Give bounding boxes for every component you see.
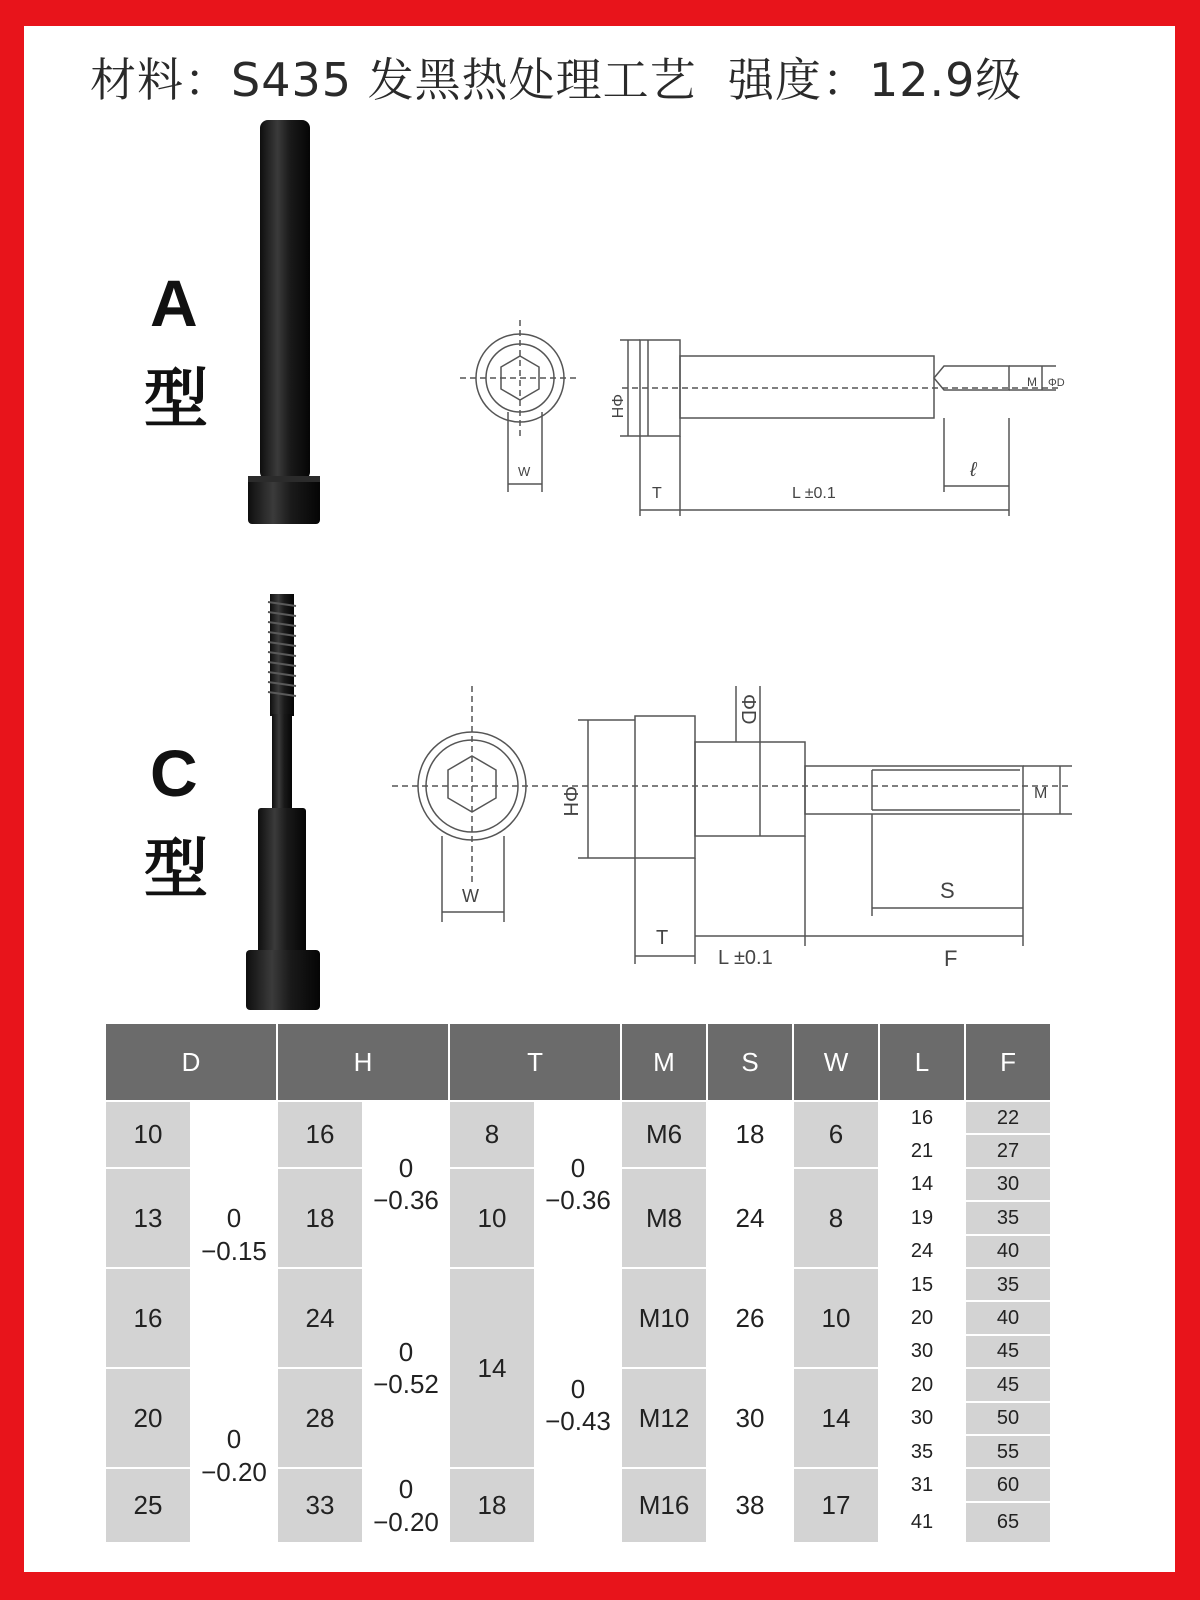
cell-f: 27 — [965, 1134, 1051, 1167]
a-t-label: T — [652, 485, 662, 502]
cell-f: 30 — [965, 1168, 1051, 1201]
a-l-label: L ±0.1 — [792, 485, 836, 502]
cell-d: 10 — [105, 1101, 191, 1168]
cell-m: M12 — [621, 1368, 707, 1468]
a-h-label: ΦH — [608, 394, 625, 419]
cell-f: 60 — [965, 1468, 1051, 1501]
type-a-bolt-photo — [234, 114, 344, 534]
document-sheet — [24, 26, 1175, 1572]
cell-f: 55 — [965, 1435, 1051, 1468]
cell-s: 26 — [707, 1268, 793, 1368]
type-c-letter: C — [150, 736, 198, 810]
type-c-technical-drawing — [392, 666, 1112, 966]
a-l-small-label: ℓ — [970, 459, 977, 481]
cell-s: 30 — [707, 1368, 793, 1468]
cell-t: 8 — [449, 1101, 535, 1168]
cell-t-tolerance: 0 −0.43 — [535, 1268, 621, 1543]
cell-l: 30 — [879, 1402, 965, 1435]
cell-f: 35 — [965, 1201, 1051, 1234]
cell-w: 8 — [793, 1168, 879, 1268]
c-d-label: ΦD — [737, 694, 759, 725]
c-l-label: L ±0.1 — [718, 947, 773, 966]
cell-h-tolerance: 0 −0.52 — [363, 1268, 449, 1468]
strength-heading: 强度：12.9级 — [728, 53, 1023, 107]
table-header-row — [105, 1023, 1051, 1101]
cell-l: 19 — [879, 1201, 965, 1234]
cell-d: 16 — [105, 1268, 191, 1368]
header-m: M — [621, 1023, 707, 1101]
type-c-suffix: 型 — [144, 833, 208, 907]
cell-h: 28 — [277, 1368, 363, 1468]
cell-w: 14 — [793, 1368, 879, 1468]
cell-s: 24 — [707, 1168, 793, 1268]
a-d-label: ΦD — [1048, 377, 1065, 389]
header-t: T — [449, 1023, 621, 1101]
cell-l: 31 — [879, 1468, 965, 1501]
cell-t: 18 — [449, 1468, 535, 1543]
c-h-label: ΦH — [559, 786, 581, 817]
cell-f: 35 — [965, 1268, 1051, 1301]
cell-t: 10 — [449, 1168, 535, 1268]
cell-s: 38 — [707, 1468, 793, 1543]
cell-f: 22 — [965, 1101, 1051, 1134]
header-h: H — [277, 1023, 449, 1101]
cell-t: 14 — [449, 1268, 535, 1468]
cell-w: 10 — [793, 1268, 879, 1368]
material-heading: 材料：S435 发黑热处理工艺 — [90, 53, 697, 107]
c-f-label: F — [944, 946, 958, 966]
cell-l: 35 — [879, 1435, 965, 1468]
cell-m: M16 — [621, 1468, 707, 1543]
a-m-label: M — [1027, 375, 1037, 389]
cell-l: 24 — [879, 1235, 965, 1268]
c-m-label: M — [1034, 785, 1048, 802]
header-d: D — [105, 1023, 277, 1101]
cell-m: M10 — [621, 1268, 707, 1368]
cell-l: 15 — [879, 1268, 965, 1301]
cell-f: 40 — [965, 1301, 1051, 1334]
cell-f: 40 — [965, 1235, 1051, 1268]
cell-f: 50 — [965, 1402, 1051, 1435]
cell-w: 17 — [793, 1468, 879, 1543]
dimension-table — [104, 1022, 1052, 1544]
c-w-label: W — [462, 886, 479, 906]
cell-m: M8 — [621, 1168, 707, 1268]
cell-w: 6 — [793, 1101, 879, 1168]
cell-m: M6 — [621, 1101, 707, 1168]
header-f: F — [965, 1023, 1051, 1101]
header-s: S — [707, 1023, 793, 1101]
cell-d-tolerance: 0 −0.20 — [191, 1368, 277, 1543]
cell-s: 18 — [707, 1101, 793, 1168]
type-a-suffix: 型 — [144, 363, 208, 437]
cell-l: 14 — [879, 1168, 965, 1201]
cell-h: 33 — [277, 1468, 363, 1543]
cell-f: 45 — [965, 1335, 1051, 1368]
cell-l: 21 — [879, 1134, 965, 1167]
cell-f: 65 — [965, 1502, 1051, 1543]
cell-d: 20 — [105, 1368, 191, 1468]
a-w-label: W — [518, 464, 531, 479]
cell-l: 30 — [879, 1335, 965, 1368]
cell-h-tolerance: 0 −0.20 — [363, 1468, 449, 1543]
cell-h: 18 — [277, 1168, 363, 1268]
type-c-bolt-photo — [234, 588, 344, 1018]
c-t-label: T — [656, 927, 669, 949]
cell-h: 24 — [277, 1268, 363, 1368]
cell-l: 20 — [879, 1368, 965, 1401]
type-a-letter: A — [150, 266, 198, 340]
c-s-label: S — [940, 878, 955, 903]
cell-l: 41 — [879, 1502, 965, 1543]
cell-l: 20 — [879, 1301, 965, 1334]
cell-l: 16 — [879, 1101, 965, 1134]
type-a-technical-drawing — [444, 316, 1075, 532]
cell-d-tolerance: 0 −0.15 — [191, 1101, 277, 1368]
header-w: W — [793, 1023, 879, 1101]
cell-t-tolerance: 0 −0.36 — [535, 1101, 621, 1268]
cell-h: 16 — [277, 1101, 363, 1168]
cell-d: 13 — [105, 1168, 191, 1268]
cell-h-tolerance: 0 −0.36 — [363, 1101, 449, 1268]
header-l: L — [879, 1023, 965, 1101]
cell-d: 25 — [105, 1468, 191, 1543]
cell-f: 45 — [965, 1368, 1051, 1401]
